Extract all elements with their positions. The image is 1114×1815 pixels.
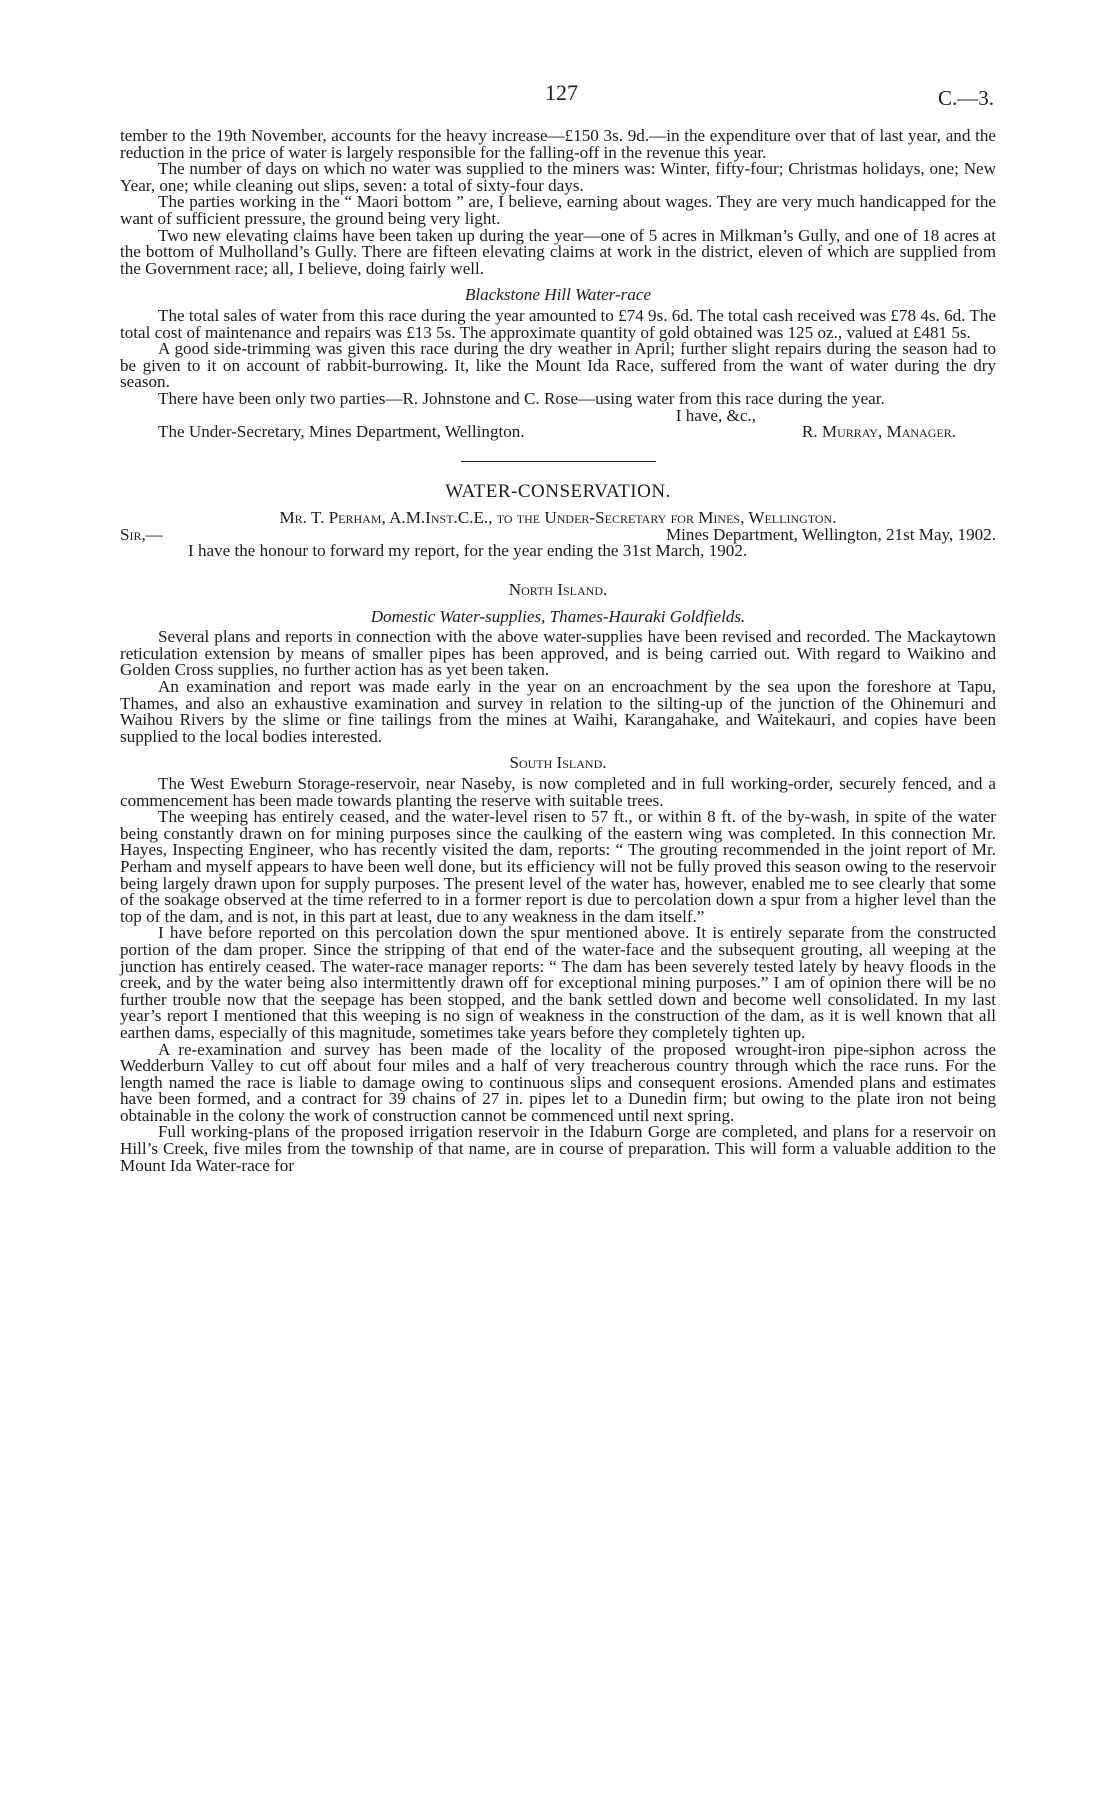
- paragraph: I have before reported on this percolation down the spur mentioned above. It is entirely separate from the constructed portion of the dam proper. Since the stripping of that end of the water-face and the subsequent grouting, all weeping at the junction has entirely ceased. The water-race manager reports: “ The dam has been severely tested lately by heavy floods in the creek, and by the water being also intermittently drawn off for exceptional mining purposes.” I am of opinion there will be no further trouble now that the seepage has been stopped, and the bank settled down and become well consolidated. In my last year’s report I mentioned that this weeping is no sign of weakness in the construction of the dam, as it is well known that all earthen dams, especially of this magnitude, sometimes take years before they completely tighten up.: [120, 923, 996, 1042]
- addressee: The Under-Secretary, Mines Department, Wellington.: [158, 422, 525, 442]
- intro-line: I have the honour to forward my report, for the year ending the 31st March, 1902.: [188, 541, 748, 561]
- divider-rule: [461, 461, 656, 462]
- paragraph: The weeping has entirely ceased, and the water-level risen to 57 ft., or within 8 ft. of the by-wash, in spite of the water being constantly drawn on for mining purposes since the caulking of the eastern wing was completed. In this connection Mr. Hayes, Inspecting Engineer, who has recently visited the dam, reports: “ The grouting recommended in the joint report of Mr. Perham and myself appears to have been well done, but its efficiency will not be fully proved this season owing to the reservoir being largely drawn upon for supply purposes. The present level of the water has, however, enabled me to see clearly that some of the soakage observed at the time referred to in a former report is due to percolation down a spur from a higher level than the top of the dam, and is not, in this part at least, due to any weakness in the dam itself.”: [120, 807, 996, 926]
- date-line: Mines Department, Wellington, 21st May, 1902.: [665, 524, 996, 544]
- section-heading-water-conservation: WATER-CONSERVATION.: [445, 480, 671, 502]
- paragraph: The parties working in the “ Maori bottom ” are, I believe, earning about wages. They are very much handicapped for the want of sufficient pressure, the ground being very light.: [120, 192, 996, 228]
- paragraph: The number of days on which no water was supplied to the miners was: Winter, fifty-four; Christmas holidays, one; New Year, one; while cleaning out slips, seven: a total of sixty-four days.: [120, 159, 996, 195]
- paragraph: Several plans and reports in connection with the above water-supplies have been revised and recorded. The Mackaytown reticulation extension by means of smaller pipes has been approved, and is being carried out. With regard to Waikino and Golden Cross supplies, no further action has as yet been taken.: [120, 627, 996, 680]
- paragraph: The total sales of water from this race during the year amounted to £74 9s. 6d. The total cash received was £78 4s. 6d. The total cost of maintenance and repairs was £13 5s. The approximate quantity of gold obtained was 125 oz., valued at £481 5s.: [120, 305, 996, 342]
- closing-line: I have, &c.,: [675, 405, 756, 425]
- paragraph: There have been only two parties—R. Johnstone and C. Rose—using water from this race during the year.: [158, 388, 885, 408]
- page-body: [120, 128, 996, 1174]
- paragraph: tember to the 19th November, accounts for the heavy increase—£150 3s. 9d.—in the expenditure over that of last year, and the reduction in the price of water is largely responsible for the falling-off in the revenue this year.: [120, 126, 996, 162]
- signature: R. Murray, Manager.: [801, 422, 956, 442]
- salutation: Sir,—: [120, 524, 163, 544]
- signoff: [120, 424, 996, 441]
- subheading-south-island: South Island.: [509, 753, 607, 773]
- subheading-north-island: North Island.: [508, 580, 608, 600]
- section-heading-blackstone: Blackstone Hill Water-race: [464, 285, 652, 305]
- paragraph: A good side-trimming was given this race during the dry weather in April; further slight repairs during the season had to be given to it on account of rabbit-burrowing. It, like the Mount Ida Race, suffered from the want of water during the dry season.: [120, 339, 996, 392]
- document-code: C.—3.: [937, 86, 994, 110]
- page-number: 127: [545, 80, 578, 105]
- paragraph: The West Eweburn Storage-reservoir, near Naseby, is now completed and in full working-order, securely fenced, and a commencement has been made towards planting the reserve with suitable trees.: [120, 774, 996, 810]
- paragraph: A re-examination and survey has been made of the locality of the proposed wrought-iron pipe-siphon across the Wedderburn Valley to cut off about four miles and a half of very treacherous country through which the race runs. For the length named the race is liable to damage owing to continuous slips and consequent erosions. Amended plans and estimates have been formed, and a contract for 39 chains of 27 in. pipes let to a Dunedin firm; but owing to the plate iron not being obtainable in the colony the work of construction cannot be commenced until next spring.: [120, 1039, 996, 1125]
- paragraph: Two new elevating claims have been taken up during the year—one of 5 acres in Milkman’s Gully, and one of 18 acres at the bottom of Mulholland’s Gully. There are fifteen elevating claims at work in the district, eleven of which are supplied from the Government race; all, I believe, doing fairly well.: [120, 225, 996, 278]
- paragraph: Full working-plans of the proposed irrigation reservoir in the Idaburn Gorge are completed, and plans for a reservoir on Hill’s Creek, five miles from the township of that name, are in course of preparation. This will form a valuable addition to the Mount Ida Water-race for: [120, 1122, 996, 1175]
- subheading-domestic-supplies: Domestic Water-supplies, Thames-Hauraki Goldfields.: [370, 606, 746, 626]
- paragraph: An examination and report was made early in the year on an encroachment by the sea upon the foreshore at Tapu, Thames, and also an exhaustive examination and survey in relation to the silting-up of the junction of the Ohinemuri and Waihou Rivers by the slime or fine tailings from the mines at Waihi, Karangahake, and Waitekauri, and copies have been supplied to the local bodies interested.: [120, 677, 996, 746]
- from-line: Mr. T. Perham, A.M.Inst.C.E., to the Under-Secretary for Mines, Wellington.: [279, 508, 837, 528]
